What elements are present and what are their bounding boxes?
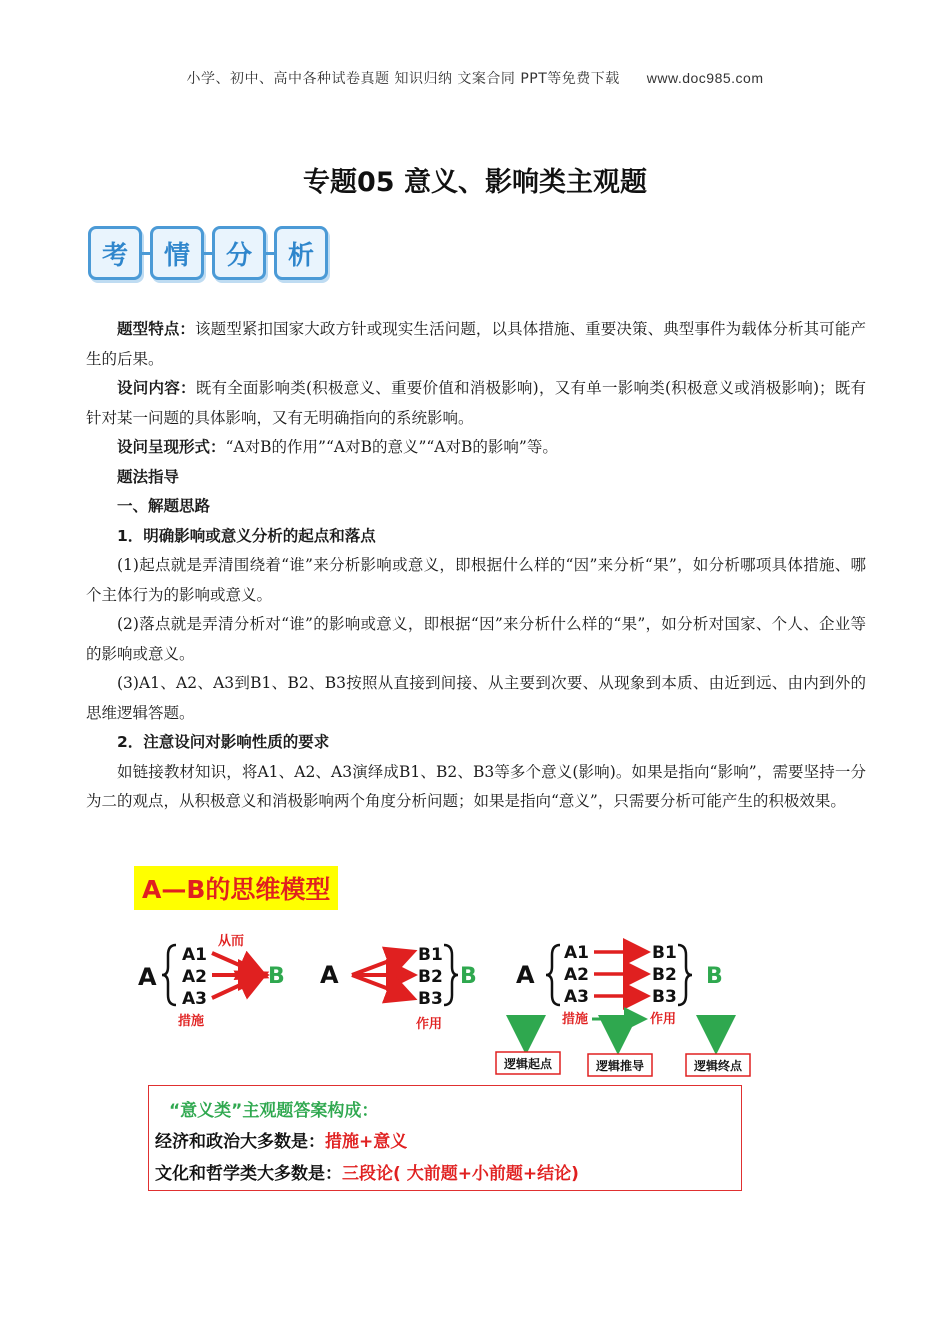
badge-char: 情 [150,226,204,280]
model3-b1: B1 [652,943,677,963]
model2-b1: B1 [418,945,443,965]
model1-b: B [268,964,285,989]
model2-zuoyong-label: 作用 [416,1017,443,1032]
model1-cuoshi-label: 措施 [178,1014,205,1029]
answer-structure-box [148,1085,742,1191]
model-title: A—B的思维模型 [134,866,338,910]
model2-a: A [320,961,339,989]
subheading-1: 1．明确影响或意义分析的起点和落点 [117,526,376,545]
logic-end-text: 逻辑终点 [693,1059,743,1073]
header-text: 小学、初中、高中各种试卷真题 知识归纳 文案合同 PPT等免费下载 [186,71,620,87]
model2-b2: B2 [418,967,443,987]
thinking-model-diagram [130,925,760,1080]
model3-a1: A1 [564,943,589,963]
model2-b: B [460,964,477,989]
model2-b3: B3 [418,989,443,1009]
model1-a3: A3 [182,989,207,1009]
exam-analysis-badge [88,226,328,280]
badge-connector [142,252,150,255]
feature-text: 该题型紧扣国家大政方针或现实生活问题，以具体措施、重要决策、典型事件为载体分析其可能产生的后果。 [86,320,866,368]
model1-brace [162,945,176,1005]
paragraph-2: (2)落点就是弄清分析对“谁”的影响或意义，即根据“因”来分析什么样的“果”，如分析对国家、个人、企业等的影响或意义。 [86,615,866,663]
answer-economy-label: 经济和政治大多数是： [155,1132,325,1152]
content-text: 既有全面影响类(积极意义、重要价值和消极影响)，又有单一影响类(积极意义或消极影响)；既有针对某一问题的具体影响，又有无明确指向的系统影响。 [86,379,866,427]
badge-char: 分 [212,226,266,280]
model3-a3: A3 [564,987,589,1007]
model3-b3: B3 [652,987,677,1007]
model3-zuoyong-label: 作用 [650,1012,677,1027]
model3-brace-left [546,945,560,1005]
logic-start-text: 逻辑起点 [503,1057,553,1071]
model2-brace [444,945,458,1005]
model1-a: A [138,963,157,991]
answer-culture-value: 三段论( 大前题+小前题+结论) [342,1164,579,1184]
model3-a: A [516,961,535,989]
badge-connector [266,252,274,255]
guide-heading: 题法指导 [117,467,180,486]
page-header [0,68,950,88]
feature-label: 题型特点： [117,320,196,338]
feature-paragraph [86,315,866,374]
main-content [86,315,866,817]
badge-char: 考 [88,226,142,280]
model1-arrow-3 [212,975,262,998]
badge-connector [204,252,212,255]
form-label: 设问呈现形式： [117,438,226,456]
model3-b: B [706,964,723,989]
form-text: “A对B的作用”“A对B的意义”“A对B的影响”等。 [225,438,558,456]
logic-derive-text: 逻辑推导 [595,1059,645,1073]
page-title: 专题05 意义、影响类主观题 [303,167,647,198]
content-paragraph [86,374,866,433]
paragraph-1: (1)起点就是弄清围绕着“谁”来分析影响或意义，即根据什么样的“因”来分析“果”，如分析哪项具体措施、哪个主体行为的影响或意义。 [86,556,866,604]
header-url[interactable]: www.doc985.com [646,70,764,86]
paragraph-4: 如链接教材知识，将A1、A2、A3演绎成B1、B2、B3等多个意义(影响)。如果是指向“影响”，需要坚持一分为二的观点，从积极意义和消极影响两个角度分析问题；如果是指向“意义”，只需要分析可能产生的积极效果。 [86,762,866,810]
model3-brace-right [678,945,692,1005]
answer-economy-value: 措施+意义 [325,1132,408,1152]
content-label: 设问内容： [117,379,196,397]
model1-a2: A2 [182,967,207,987]
badge-char: 析 [274,226,328,280]
subheading-2: 2．注意设问对影响性质的要求 [117,733,330,751]
model1-arrow-1 [212,953,262,975]
paragraph-3: (3)A1、A2、A3到B1、B2、B3按照从直接到间接、从主要到次要、从现象到本质、由近到远、由内到外的思维逻辑答题。 [86,674,866,722]
model1-a1: A1 [182,945,207,965]
section-heading-1: 一、解题思路 [117,497,211,515]
answer-line-culture [155,1158,741,1190]
model3-a2: A2 [564,965,589,985]
model3-cuoshi-label: 措施 [562,1012,589,1027]
model1-congér-label: 从而 [218,934,245,949]
model2-arrow-3 [352,975,410,997]
answer-heading: “意义类”主观题答案构成： [169,1101,379,1121]
answer-culture-label: 文化和哲学类大多数是： [155,1164,342,1184]
model3-b2: B2 [652,965,677,985]
form-paragraph [86,433,866,463]
model2-arrow-1 [352,953,410,975]
answer-line-economy [155,1126,741,1158]
